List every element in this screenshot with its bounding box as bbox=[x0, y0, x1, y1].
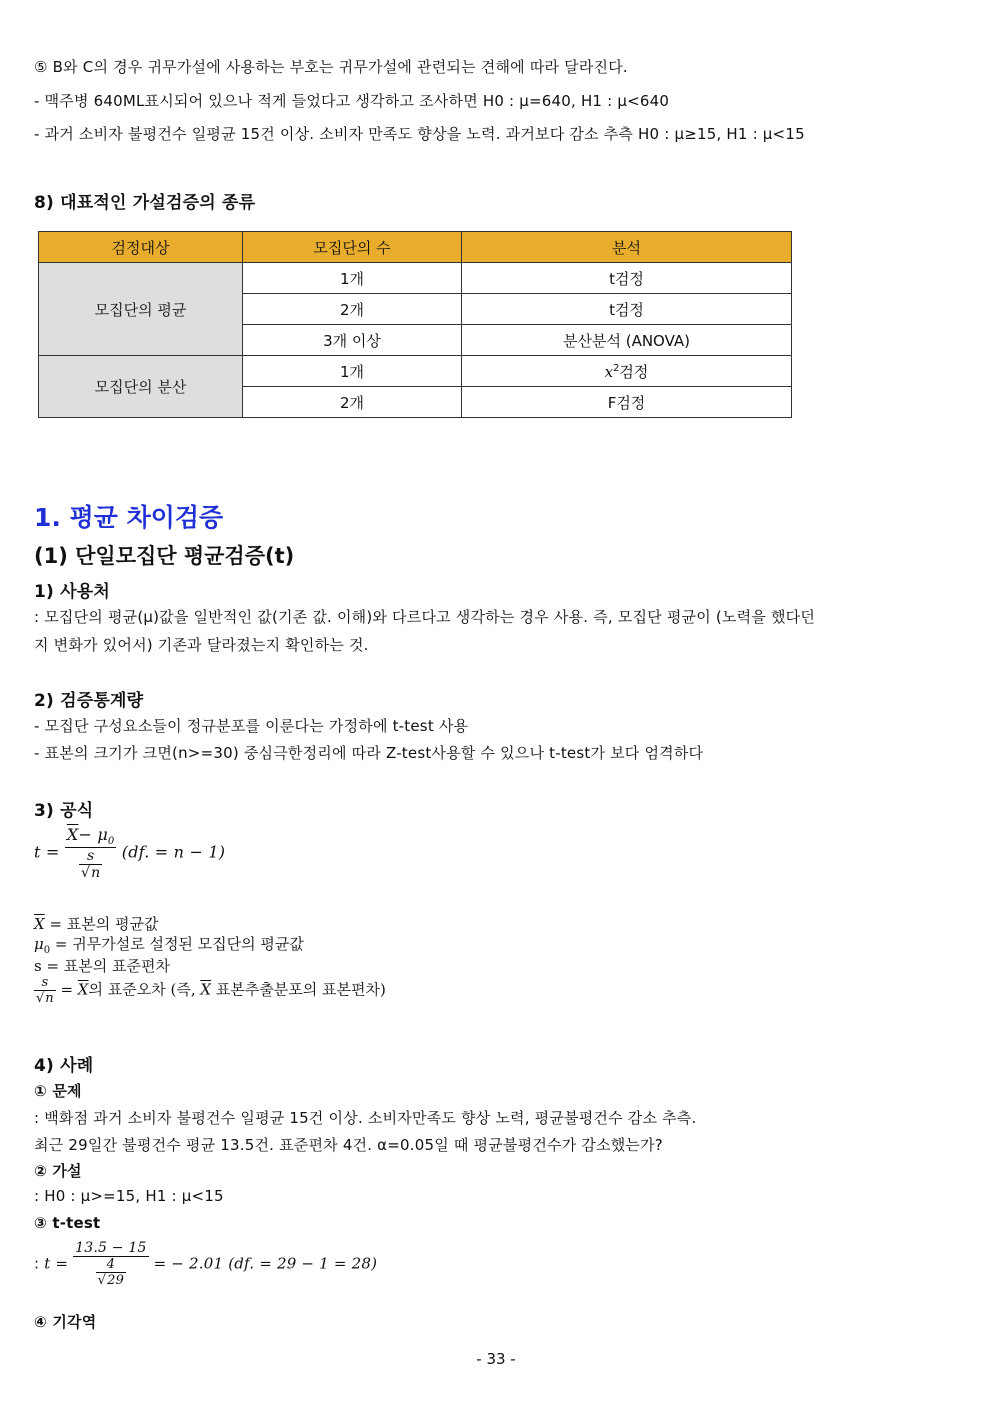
hypothesis-test-table bbox=[38, 231, 792, 418]
item5-text: ⑤ B와 C의 경우 귀무가설에 사용하는 부호는 귀무가설에 관련되는 견해에 따라 달라진다. bbox=[34, 58, 628, 76]
formula-denominator: $\frac{s}{√n}$ bbox=[80, 848, 101, 882]
t-formula bbox=[34, 825, 225, 881]
chi-test-label: 검정 bbox=[619, 362, 649, 381]
table-cell: 1개 bbox=[243, 263, 462, 294]
hypothesis-heading: ② 가설 bbox=[34, 1162, 82, 1180]
def-pop-mean: $\mu_0$ = 귀무가설로 설정된 모집단의 평균값 bbox=[34, 935, 304, 956]
table-cell bbox=[462, 356, 792, 387]
formula-fraction bbox=[65, 825, 117, 881]
table-cell: 2개 bbox=[243, 294, 462, 325]
chapter-title: 1. 평균 차이검증 bbox=[34, 503, 224, 532]
table-cell: 분산분석 (ANOVA) bbox=[462, 325, 792, 356]
ttest-calculation: : t = $\frac{13.5 - 15}{\frac{4}{√29}}$ = − 2.01 (df. = 29 − 1 = 28) bbox=[34, 1240, 378, 1288]
problem-heading: ① 문제 bbox=[34, 1082, 82, 1100]
statistic-line2: - 표본의 크기가 크면(n>=30) 중심극한정리에 따라 Z-test사용할 수 있으나 t-test가 보다 엄격하다 bbox=[34, 744, 704, 762]
formula-df: (df. = n − 1) bbox=[121, 842, 226, 862]
hypothesis-line: : H0 : μ>=15, H1 : μ<15 bbox=[34, 1187, 224, 1205]
table-group-cell: 모집단의 분산 bbox=[39, 356, 243, 418]
example-heading: 4) 사례 bbox=[34, 1056, 94, 1076]
table-cell: 1개 bbox=[243, 356, 462, 387]
usage-line1: : 모집단의 평균(μ)값을 일반적인 값(기존 값. 이해)와 다르다고 생각하는 경우 사용. 즉, 모집단 평균이 (노력을 했다던 bbox=[34, 608, 816, 626]
table-cell: F검정 bbox=[462, 387, 792, 418]
ttest-heading: ③ t-test bbox=[34, 1214, 101, 1232]
example-beer-text: - 맥주병 640ML표시되어 있으나 적게 들었다고 생각하고 조사하면 H0 : μ=640, H1 : μ<640 bbox=[34, 92, 670, 110]
chi-exponent: 2 bbox=[613, 362, 620, 374]
formula-heading: 3) 공식 bbox=[34, 801, 94, 821]
usage-heading: 1) 사용처 bbox=[34, 582, 110, 602]
problem-line2: 최근 29일간 불평건수 평균 13.5건. 표준편차 4건. α=0.05일 때 평균불평건수가 감소했는가? bbox=[34, 1136, 663, 1154]
table-header: 검정대상 bbox=[39, 232, 243, 263]
table-group-cell: 모집단의 평균 bbox=[39, 263, 243, 356]
table-cell: 3개 이상 bbox=[243, 325, 462, 356]
formula-lhs: t = bbox=[34, 842, 60, 862]
def-std-dev: s = 표본의 표준편차 bbox=[34, 957, 171, 975]
table-header: 모집단의 수 bbox=[243, 232, 462, 263]
section8-heading: 8) 대표적인 가설검증의 종류 bbox=[34, 193, 256, 213]
def-std-error: $\frac{s}{√n}$ = $\overline{X}$의 표준오차 (즉, $\overline{X}$ 표본추출분포의 표본편차) bbox=[36, 975, 386, 1006]
chapter-subtitle: (1) 단일모집단 평균검증(t) bbox=[34, 544, 295, 568]
statistic-line1: - 모집단 구성요소들이 정규분포를 이룬다는 가정하에 t-test 사용 bbox=[34, 717, 469, 735]
statistic-heading: 2) 검증통계량 bbox=[34, 691, 144, 711]
def-sample-mean: $\overline{X}$ = 표본의 평균값 bbox=[34, 915, 159, 933]
example-complaints-text: - 과거 소비자 불평건수 일평균 15건 이상. 소비자 만족도 향상을 노력. 과거보다 감소 추측 H0 : μ≥15, H1 : μ<15 bbox=[34, 125, 805, 143]
table-cell: t검정 bbox=[462, 294, 792, 325]
formula-numerator: $\overline{X}- \mu_0$ bbox=[66, 825, 115, 848]
page-number: - 33 - bbox=[476, 1350, 516, 1368]
table-cell: 2개 bbox=[243, 387, 462, 418]
rejection-heading: ④ 기각역 bbox=[34, 1313, 97, 1331]
usage-line2: 지 변화가 있어서) 기존과 달라졌는지 확인하는 것. bbox=[34, 636, 369, 654]
table-cell: t검정 bbox=[462, 263, 792, 294]
table-header: 분석 bbox=[462, 232, 792, 263]
problem-line1: : 백화점 과거 소비자 불평건수 일평균 15건 이상. 소비자만족도 향상 노력, 평균불평건수 감소 추측. bbox=[34, 1109, 697, 1127]
chi-symbol: x bbox=[604, 362, 614, 381]
